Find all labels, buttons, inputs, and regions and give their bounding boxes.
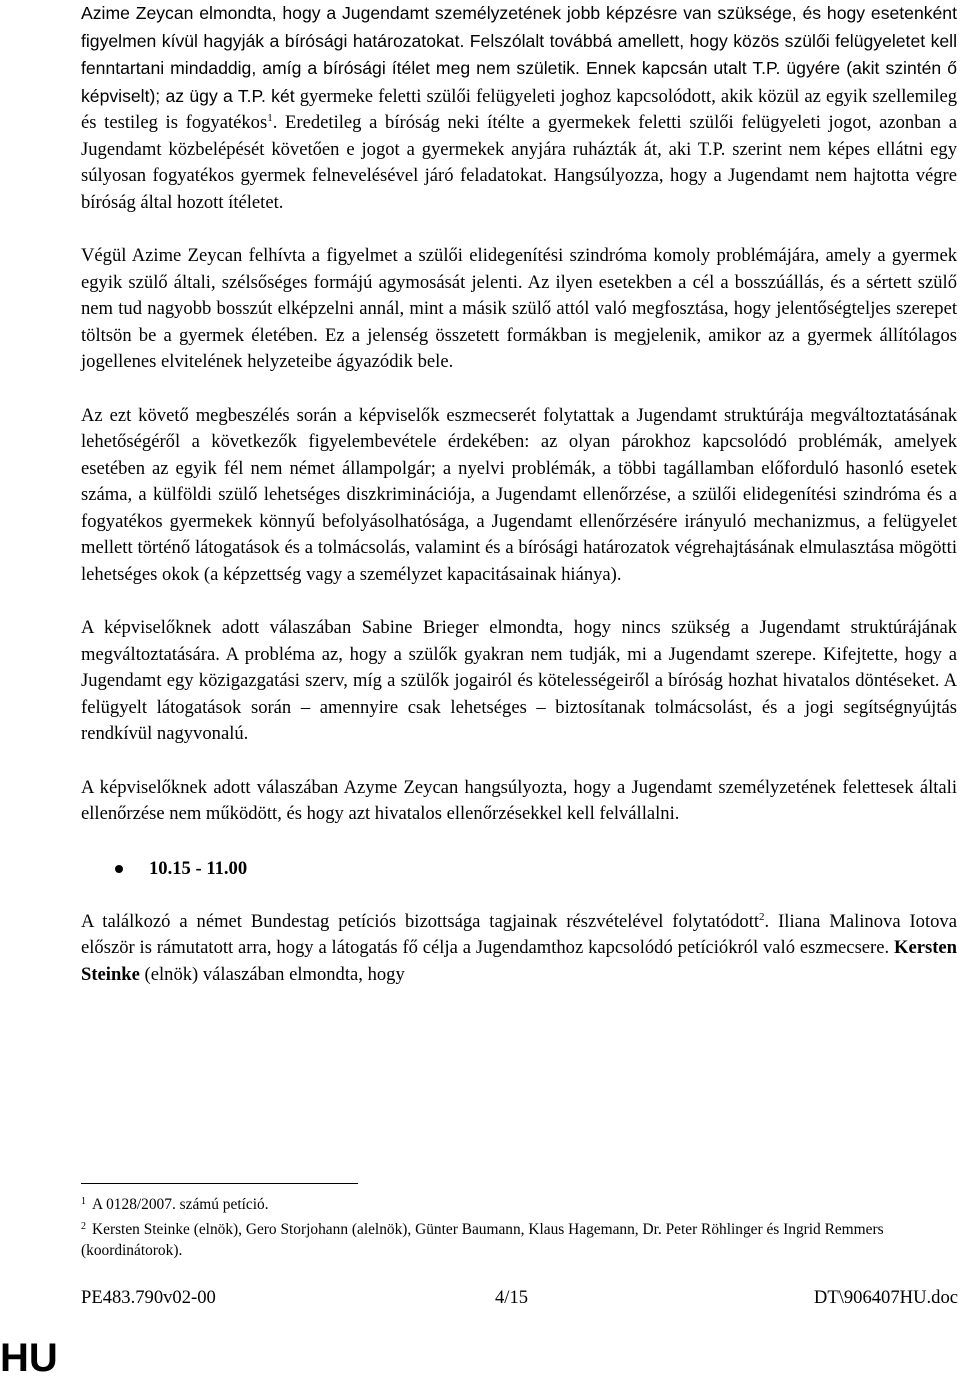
paragraph-5: A képviselőknek adott válaszában Azyme Zeycan hangsúlyozta, hogy a Jugendamt személyzetének felettesek általi ellenőrzése nem működött, és hogy azt hivatalos ellenőrzésekkel kell felvállalni.: [81, 776, 957, 824]
agenda-time-item: [115, 856, 957, 882]
document-page: [81, 0, 957, 988]
footnote-1-text: A 0128/2007. számú petíció.: [92, 1196, 269, 1213]
bullet-icon: [115, 865, 123, 873]
page-footer: [81, 1285, 958, 1311]
paragraph-3: Az ezt követő megbeszélés során a képviselők eszmecserét folytattak a Jugendamt struktúrája megváltoztatásának lehetőségéről a következők figyelembevétele érdekében: az olyan párokhoz kapcsolódó problémák, amelyek esetében az egyik fél nem német állampolgár; a nyelvi problémák, a többi tagállamban előforduló hasonló esetek száma, a külföldi szülő lehetséges diszkriminációja, a Jugendamt ellenőrzése, a szülői elidegenítési szindróma és a fogyatékos gyermekek könnyű befolyásolhatósága, a Jugendamt ellenőrzésére irányuló mechanizmus, a felügyelet mellett történő látogatások és a tolmácsolás, valamint és a bírósági határozatok végrehajtásának elmulasztása mögötti lehetséges okok (a képzettség vagy a személyzet kapacitásainak hiánya).: [81, 404, 957, 585]
footnote-1-number: 1: [81, 1196, 86, 1207]
paragraph-1: [81, 0, 957, 216]
paragraph-2: Végül Azime Zeycan felhívta a figyelmet a szülői elidegenítési szindróma komoly problémájára, amely a gyermek egyik szülő általi, szélsőséges formájú agymosását jelenti. Az ilyen esetekben a cél a bosszúállás, és a sértett szülő nem tud nagyobb bosszút elképzelni annál, mint a másik szülő attól való megfosztása, hogy jelentőségteljes szerepet töltsön be a gyermek életében. Ez a jelenség összetett formákban is megjelenik, amikor az a gyermek állítólagos jogellenes elvitelének helyzeteibe ágyazódik bele.: [81, 245, 957, 372]
footer-page-number: 4/15: [495, 1287, 529, 1308]
footnote-1: [81, 1194, 957, 1216]
footnotes: [81, 1194, 957, 1262]
paragraph-6-part-a: A találkozó a német Bundestag petíciós bizottsága tagjainak részvételével folytatódott: [81, 910, 760, 932]
paragraph-6-bold-name: Kersten Steinke: [81, 937, 957, 985]
paragraph-6-part-c: (elnök) válaszában elmondta, hogy: [139, 963, 405, 985]
footnote-separator: [81, 1183, 358, 1184]
paragraph-1-part-a: Azime Zeycan elmondta, hogy a Jugendamt személyzetének jobb képzésre van szüksége, és hogy esetenként figyelmen kívül hagyják a bírósági határozatokat. Felszólalt továbbá amellett, hogy közös szülői felügyeletet kell fenntartani mindaddig, amíg a bírósági ítélet meg nem születik. Ennek kapcsán utalt T.P. ügyére (akit szintén ő képviselt); az ügy a T.P. két: [81, 3, 957, 106]
paragraph-1-part-b: gyermeke feletti szülői felügyeleti joghoz kapcsolódott, akik közül az egyik szellemileg és testileg is fogyatékos: [81, 85, 957, 133]
paragraph-1-part-c: . Eredetileg a bíróság neki ítélte a gyermekek feletti szülői felügyeleti jogot, azonban a Jugendamt közbelépését követően e jogot a gyermekek anyjára ruházták át, aki T.P. szerint nem képes ellátni egy súlyosan fogyatékos gyermek felnevelésével járó feladatokat. Hangsúlyozza, hogy a Jugendamt nem hajtotta végre bíróság által hozott ítéletet.: [81, 112, 957, 213]
paragraph-4: A képviselőknek adott válaszában Sabine Brieger elmondta, hogy nincs szükség a Jugendamt struktúrájának megváltoztatására. A probléma az, hogy a szülők gyakran nem tudják, mi a Jugendamt szerepe. Kifejtette, hogy a Jugendamt egy közigazgatási szerv, míg a szülők jogairól és kötelességeiről a bíróság hozhat hivatalos döntéseket. A felügyelt látogatások során – amennyire csak lehetséges – biztosítanak tolmácsolást, és a jogi segítségnyújtás rendkívül nagyvonalú.: [81, 617, 957, 744]
footer-doc-ref: PE483.790v02-00: [81, 1287, 216, 1308]
footer-file-name: DT\906407HU.doc: [813, 1287, 958, 1308]
paragraph-6: [81, 909, 957, 989]
agenda-time: 10.15 - 11.00: [149, 857, 248, 879]
footnote-2: [81, 1219, 957, 1262]
paragraph-6-part-b: . Iliana Malinova Iotova először is rámutatott arra, hogy a látogatás fő célja a Jugendamthoz kapcsolódó petíciókról való eszmecsere.: [81, 910, 957, 958]
footnote-ref-1[interactable]: 1: [267, 112, 273, 124]
language-tag: HU: [0, 1336, 58, 1380]
footnote-ref-2[interactable]: 2: [759, 910, 765, 923]
footnote-2-text: Kersten Steinke (elnök), Gero Storjohann (alelnök), Günter Baumann, Klaus Hagemann, Dr. Peter Röhlinger és Ingrid Remmers (koordinátorok).: [81, 1220, 884, 1259]
footnote-2-number: 2: [81, 1220, 86, 1232]
